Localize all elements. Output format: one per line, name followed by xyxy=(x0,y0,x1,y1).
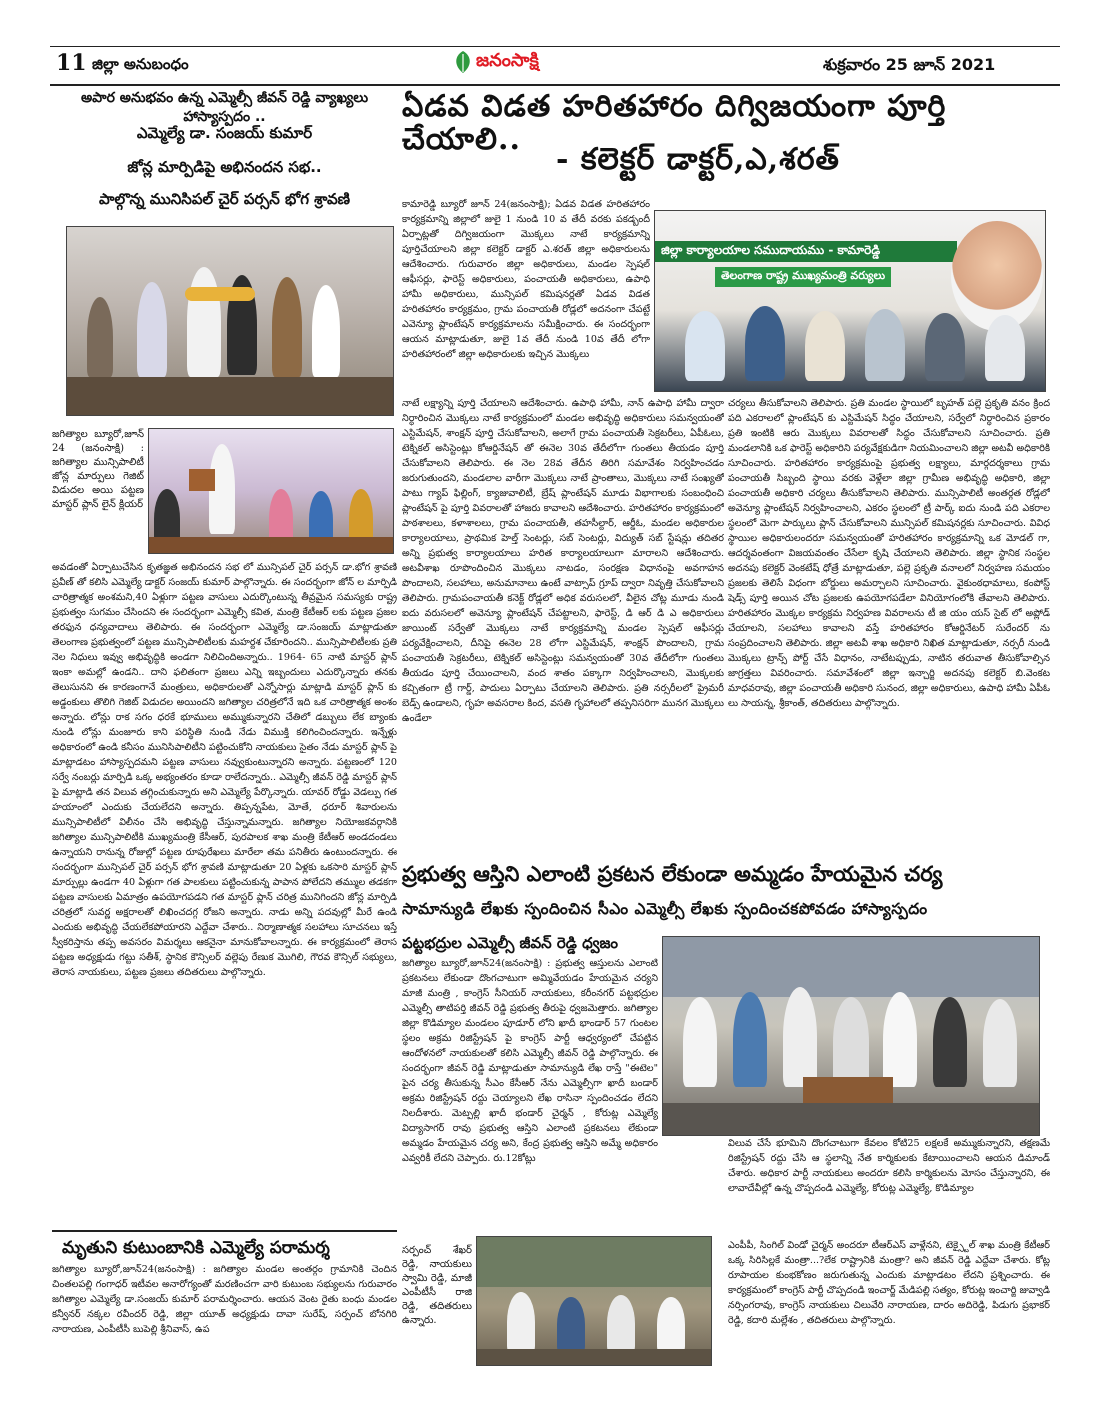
left-headline-2: ఎమ్మెల్యే డా. సంజయ్ కుమార్ xyxy=(136,124,313,142)
third-story-body: జగిత్యాల బ్యూరో,జూన్24(జనంసాక్షి) : జగిత్యాల మండల అంతర్గం గ్రామానికి చెందిన చింతలపల్లి గంగాధర్ ఇటీవల అనారోగ్యంతో మరణించగా వారి కుటుంబ సభ్యులను గురువారం జగిత్యాల ఎమ్మెల్యే డా.సంజయ్ కుమార్ పరామర్శించారు. ఆయన వెంట రైతు బంధు మండల కన్వీనర్ నక్కల రవీందర్ రెడ్డి, జిల్లా యూత్ అధ్యక్షుడు దావా సురేష్, సర్పంచ్ బోనగిరి నారాయణ, ఎంపీటీసీ బుపెల్లి శ్రీనివాస్, ఉప xyxy=(52,1264,397,1335)
main-story-body-mid: నాటే లక్ష్యాన్ని పూర్తి చేయాలని ఆదేశించారు. ఉపాధి హామీ, నాన్ ఉపాధి హామీ ద్వారా నిర్ధారించిన మొక్కలు నాటే కార్యక్రమంలో మండల అభివృద్ధి అధికారులు సమన్వయంతో ఎస్టిమేషన్, శాంక్షన్ పూర్తి చేసుకోవాలని, అలాగే గ్రామ పంచాయతీ సెక్రటరీలు, ఏపీఓలు, టెక్నికల్ అసిస్టెంట్లు కోఆర్డినేషన్ తో ఈనెల 30వ తేదీలోగా గుంతలు తీయడం పూర్తి చేసుకోవాలని తెలిపారు. ఈ నెల 28వ తేదీన తిరిగి సమావేశం నిర్వహించడం జరుగుతుందని, మండలాల వారీగా మొక్కలు నాటే ప్రాంతాలు, మొక్కలు నాటే సంఖ్యతో పాటు గ్యాప్ ఫిల్లింగ్, క్యాజువాలిటీ, బ్రేష్ ప్లాంటేషన్ మూడు విభాగాలకు సంబంధించి ప్లాంటేషన్ పై పూర్తి వివరాలతో హాజరు కావాలని ఆదేశించారు. హరితహారం కార్యక్రమంలో పాఠశాలలు, కళాశాలలు, గ్రామ పంచాయతీ, తహసీల్దార్, ఆర్డీఓ, మండల అధికారుల కార్యాలయాలు, ప్రాథమిక హెల్త్ సెంటర్లు, సబ్ సెంటర్లు, విద్యుత్ సబ్ స్టేషన్లు తదితర అన్ని ప్రభుత్వ కార్యాలయాలు హరిత కార్యాలయాలుగా మారాలని ఆదేశించారు. అటవీశాఖ రూపొందించిన మొక్కలు నాటడం, సంరక్షణ విధానంపై అవగాహన పొందాలని, సలహాలు, అనుమానాలు ఉంటే వాట్సాప్ గ్రూప్ ద్వారా నివృత్తి చేసుకోవాలని తెలిపారు. గ్రామపంచాయతీ కనెక్ట్ రోడ్లలో అధిక వరుసలలో, వీలైన చోట్ల మూడు నుండి ఐదు వరుసలలో అవెన్యూ ప్లాంటేషన్ చేపట్టాలని, ఫారెస్ట్, డి ఆర్ డి ఎ అధికారులు జాయింట్ సర్వేతో మొక్కలు నాటే కార్యక్రమాన్ని మండల స్పెషల్ ఆఫీసర్లు పర్యవేక్షించాలని, దీనిపై ఈనెల 28 లోగా ఎస్టిమేషన్, శాంక్షన్ పొందాలని, గ్రామ పంచాయతీ సెక్రటరీలు, టెక్నికల్ అసిస్టెంట్లు సమన్వయంతో 30వ తేదీలోగా గుంతలు తీయడం పూర్తి చేయించాలని, వంద శాతం పక్కాగా నిర్వహించాలని, మొక్కలకు కచ్చితంగా ట్రీ గార్డ్, పాదులు ఏర్పాటు చేయాలని తెలిపారు. ప్రతి నర్సరీలలో ప్రైమరీ బెడ్స్ ఉండాలని, గృహ అవసరాల కింద, వసతి గృహాలలో తప్పనిసరిగా మునగ మొక్కలు ఉండేలా xyxy=(402,398,724,724)
main-headline: ఏడవ విడత హరితహారం దిగ్విజయంగా పూర్తి చేయాలి.. xyxy=(402,89,947,157)
meeting-stage-photo xyxy=(148,428,394,554)
second-story-body: జగిత్యాల బ్యూరో,జూన్24(జనంసాక్షి) : ప్రభుత్వ ఆస్తులను ఎలాంటి ప్రకటనలు లేకుండా దొంగచాటుగా అమ్మివేయడం హేయమైన చర్యని మాజీ మంత్రి , కాంగ్రెస్ సీనియర్ నాయకులు, కరీంనగర్ పట్టభద్రుల ఎమ్మెల్సీ తాటిపర్తి జీవన్ రెడ్డి ప్రభుత్వ తీరుపై ధ్వజమెత్తారు. జగిత్యాల జిల్లా కొడిమ్యాల మండలం పూడూర్ లోని ఖాదీ భాండార్ 57 గుంటల స్థలం అక్రమ రిజిస్ట్రేషన్ పై కాంగ్రెస్ పార్టీ ఆధ్వర్యంలో చేపట్టిన ఆందోళనలో నాయకులతో కలిసి ఎమ్మెల్సీ జీవన్ రెడ్డి పాల్గొన్నారు. ఈ సందర్భంగా జీవన్ రెడ్డి మాట్లాడుతూ సామాన్యుడి లేఖ రాస్తే "ఈటెల" పైన చర్య తీసుకున్న సీఎం కేసీఆర్ నేను ఎమ్మెల్సీగా ఖాదీ బండార్ అక్రమ రిజిస్ట్రేషన్ రద్దు చెయ్యాలని లేఖ రాసినా స్పందించడం లేదని నిలదీశారు. మెట్పల్లి ఖాదీ భండార్ చైర్మన్ , కోరుట్ల ఎమ్మెల్యే విద్యాసాగర్ రావు ప్రభుత్వ ఆస్తిని ఎలాంటి ప్రకటనలు లేకుండా అమ్మడం హేయమైన చర్య అని, కేంద్ర ప్రభుత్వ ఆస్తిని అమ్మే అధికారం ఎవ్వరికీ లేదని చెప్పారు. రు.12కోట్లు xyxy=(402,958,658,1164)
issue-date: శుక్రవారం 25 జూన్ 2021 xyxy=(823,55,996,74)
second-kicker: పట్టభద్రుల ఎమ్మెల్సీ జీవన్ రెడ్డి ధ్వజం xyxy=(402,934,619,952)
left-story-body: అవడంతో ఏర్పాటుచేసిన కృతజ్ఞత అభినందన సభ లో మున్సిపల్ చైర్ పర్సన్ డా.భోగ శ్రావణి ప్రవీణ్ తో కలిసి ఎమ్మెల్యే డాక్టర్ సంజయ్ కుమార్ పాల్గొన్నారు. ఈ సందర్భంగా జోన్ ల మార్పిడి చారిత్రాత్మక అంశమని,40 ఏళ్లుగా పట్టణ వాసులు ఎదుర్కొంటున్న తీవ్రమైన సమస్యకు రాష్ట్ర ప్రభుత్వం సుగమం చేసిందని ఈ సందర్భంగా ఎమ్మెల్సీ కవిత, మంత్రి కేటీఆర్ లకు పట్టణ ప్రజల తరఫున ధన్యవాదాలు తెలిపారు. ఈ సందర్భంగా ఎమ్మెల్యే డా.సంజయ్ మాట్లాడుతూ తెలంగాణ ప్రభుత్వంలో పట్టణ మున్సిపాలిటీలకు మహర్దశ చేకూరిందని.. మున్సిపాలిటీలకు ప్రతి నెల నిధులు ఇవ్వు అభివృద్ధికి అండగా నిలిచిందిఅన్నారు.. 1964- 65 నాటి మాస్టర్ ప్లాన్ ఇంకా అమల్లో ఉండని.. దాని ఫలితంగా ప్రజలు ఎన్ని ఇబ్బందులు ఎదుర్కొన్నారు తనకు తెలుసునని ఈ కారణంగానే మంత్రులు, అధికారులతో ఎన్నోసార్లు మాట్లాడి మాస్టర్ ప్లాన్ కు అడ్డంకులు తొలిగి గెజిట్ విడుదల అయిందని జగిత్యాల చరిత్రలోనే ఇది ఒక చారిత్రాత్మక అంశం అన్నారు. లోన్లు రాక సగం ధరకే భూములు అమ్ముకున్నారని చేతిలో డబ్బులు లేక బ్యాంకు నుండి లోన్లు మంజూరు కాని పరిస్థితి నుండి నేడు విముక్తి కలిగించిందన్నారు. ఇన్నేళ్లు అధికారంలో ఉండి కనీసం మునిసిపాలిటీని పట్టించుకోని నాయకులు సైతం నేడు మాస్టర్ ప్లాన్ పై మాట్లాడటం హాస్యాస్పదమని పట్టణ వాసులు నవ్వుకుంటున్నారని అన్నారు. పట్టణంలో 120 సర్వే నంబర్లు మార్పిడి ఒక్క అభ్యంతరం కూడా రాలేదన్నారు.. ఎమ్మెల్సీ జీవన్ రెడ్డి మాస్టర్ ప్లాన్ పై మాట్లాడి తన విలువ తగ్గించుకున్నారు అని ఎమ్మెల్యే పేర్కొన్నారు. యావర్ రోడ్డు వెడల్పు గత హయాంలో ఎందుకు చేయలేదని అన్నారు. తిప్పన్నపేట, మోతే, ధరూర్ శివారులను మున్సిపాలిటీలో విలీనం చేసి అభివృద్ధి చేస్తున్నామన్నారు. జగిత్యాల నియోజకవర్గానికి జగిత్యాల మున్సిపాలిటీకి ముఖ్యమంత్రి కేసీఆర్, పురపాలక శాఖ మంత్రి కేటీఆర్ అండదండలు ఉన్నాయని రానున్న రోజుల్లో పట్టణ రూపురేఖలు మారేలా తమ పనితీరు ఉంటుందన్నారు. ఈ సందర్భంగా మున్సిపల్ చైర్ పర్సన్ భోగ శ్రావణి మాట్లాడుతూ 20 ఏళ్లకు ఒకసారి మాస్టర్ ప్లాన్ మార్పుల్లు ఉండగా 40 ఏళ్లుగా గత పాలకులు పట్టించుకున్న పాపాన పోలేదని తమ్ముల తడకగా పట్టణ వాసులకు ఏమాత్రం ఉపయోగపడని గత మాస్టర్ ప్లాన్ చరిత్ర మునిగిందని జోన్ల మార్పిడి చరిత్రలో సువర్ణ అక్షరాలతో లిఖించదగ్గ రోజని అన్నారు. నాడు అన్ని పదవుల్లో మీరే ఉండి ఎందుకు అభివృద్ధి చేయలేకపోయారని ఎద్దేవా చేశారు.. నిర్మాణాత్మక సలహాలు సూచనలు ఇస్తే స్వీకరిస్తాను తప్ప అవసరం విమర్శలు ఆకనైనా మానుకోవాలన్నారు. ఈ కార్యక్రమంలో తెరాస పట్టణ అధ్యక్షుడు గట్టు సతీశ్, స్థానిక కౌన్సిలర్ వల్లెపు రేణుక మొగిలి, గౌరవ కౌన్సిల్ సభ్యులు, తెరాస నాయకులు, పట్టణ ప్రజలు తదితరులు పాల్గొన్నారు. xyxy=(52,562,397,978)
main-story-body-top: కామారెడ్డి బ్యూరో జూన్ 24(జనంసాక్షి); ఏడవ విడత హరితహారం కార్యక్రమాన్ని జిల్లాలో జులై 1 నుండి 10 వ తేదీ వరకు పకడ్బందీ ఏర్పాట్లతో దిగ్విజయంగా మొక్కలు నాటే కార్యక్రమాన్ని పూర్తిచేయాలని జిల్లా కలెక్టర్ డాక్టర్ ఎ.శరత్ జిల్లా అధికారులను ఆదేశించారు. గురువారం జిల్లా అధికారులు, మండల స్పెషల్ ఆఫీసర్లు, ఫారెస్ట్ అధికారులు, పంచాయతీ అధికారులు, ఉపాధి హామీ అధికారులు, మున్సిపల్ కమిషనర్లతో ఏడవ విడత హరితహారం కార్యక్రమం, గ్రామ పంచాయతీ రోడ్లలో అదనంగా చేపట్టే ఎవెన్యూ ప్లాంటేషన్ కార్యక్రమాలను సమీక్షించారు. ఈ సందర్భంగా ఆయన మాట్లాడుతూ, జులై 1వ తేదీ నుండి 10వ తేదీ లోగా హరితహారంలో జిల్లా అధికారులకు ఇచ్చిన మొక్కలు xyxy=(402,199,650,360)
felicitation-photo xyxy=(66,226,394,416)
second-story-body-end: ఎంపీపీ, సింగిల్ విండో చైర్మన్ అందరూ టీఆర్ఎస్ వాళ్లేనని, టెక్స్టైల్ శాఖ మంత్రి కేటీఆర్ ఒక్క సిరిసిల్లకే మంత్రా...?లేక రాష్ట్రానికి మంత్రా? అని జీవన్ రెడ్డి ఎద్దేవా చేశారు. కోట్ల రూపాయల కుంభకోణం జరుగుతున్న ఎందుకు మాట్లాడటం లేదని ప్రశ్నించారు. ఈ కార్యక్రమంలో కాంగ్రెస్ పార్టీ చొప్పదండి ఇంచార్జ్ మేడిపల్లి సత్యం, కోరుట్ల ఇంచార్జి జువ్వాడి నర్సింగరావు, కాంగ్రెస్ నాయకులు చిలువేరి నారాయణ, దారం అదిరెడ్డి, పిడుగు ప్రభాకర్ రెడ్డి, కదారి మల్లేశం , తదితరులు పాల్గొన్నారు. xyxy=(728,1240,1050,1326)
second-subheadline: సామాన్యుడి లేఖకు స్పందించిన సీఎం ఎమ్మెల్సీ లేఖకు స్పందించకపోవడం హాస్యాస్పదం xyxy=(402,900,928,918)
leaf-icon xyxy=(452,50,474,74)
left-headline-1: అపార అనుభవం ఉన్న ఎమ్మెల్సీ జీవన్ రెడ్డి వ్యాఖ్యలు హాస్యాస్పదం .. xyxy=(80,90,369,125)
page-number: 11 xyxy=(56,50,87,76)
photo-banner-text: జిల్లా కార్యాలయాల సముదాయము - కామారెడ్డి xyxy=(655,241,957,262)
left-headline-3: జోన్ల మార్పిడిపై అభినందన సభ.. xyxy=(127,158,322,176)
third-story-side: సర్పంచ్ శేఖర్ రెడ్డి, నాయకులు స్వామి రెడ్డి, మాజీ ఎంపీటీసీ రాజి రెడ్డి, తదితరులు ఉన్నారు. xyxy=(402,1245,472,1326)
logo-text: జనంసాక్షి xyxy=(476,50,539,71)
section-title: జిల్లా అనుబంధం xyxy=(92,55,189,73)
protest-photo xyxy=(662,936,1040,1136)
third-headline: మృతుని కుటుంబానికి ఎమ్మెల్యే పరామర్శ xyxy=(62,1238,330,1258)
photo-banner-subtext: తెలంగాణ రాష్ట్ర ముఖ్యమంత్రి వర్యులు xyxy=(715,267,891,287)
main-headline-attribution: - కలెక్టర్ డాక్టర్,ఎ,శరత్ xyxy=(556,142,840,177)
main-story-body-right: చర్యలు తీసుకోవాలని తెలిపారు. ప్రతి మండల స్థాయిలో బృహత్ పల్లె ప్రకృతి వనం క్రింద పది ఎకరాలలో ప్లాంటేషన్ కు ఎస్టిమేషన్ సిద్ధం చేయాలని, సర్వేలో నిర్ధారించిన ప్రకారం ప్రతి ఇంటికి ఆరు మొక్కలు వివరాలతో సిద్ధం చేసుకోవాలని సూచించారు. ప్రతి మండలానికి ఒక ఫారెస్ట్ అధికారిని పర్యవేక్షకుడిగా నియమించాలని జిల్లా అటవీ అధికారికి సూచించారు. హరితహారం కార్యక్రమంపై ప్రభుత్వ లక్ష్యాలు, మార్గదర్శకాలు గ్రామ పంచాయతీ సిబ్బంది స్థాయి వరకు వెళ్లేలా జిల్లా గ్రామీణ అభివృద్ధి అధికారి, జిల్లా పంచాయతీ అధికారి చర్యలు తీసుకోవాలని తెలిపారు. మున్సిపాలిటీ అంతర్గత రోడ్లలో అవెన్యూ ప్లాంటేషన్ నిర్వహించాలని, ఎకరం స్థలంలో ట్రీ పార్క్ ఐదు నుండి పది ఎకరాల స్థలంలో మెగా పార్కులు ప్లాన్ చేసుకోవాలని మున్సిపల్ కమిషనర్లకు సూచించారు. వివిధ స్థాయిల అధికారులందరూ సమన్వయంతో హరితహారం కార్యక్రమాన్ని ఒక మోడల్ గా, ఆదర్శవంతంగా విజయవంతం చేసేలా కృషి చేయాలని తెలిపారు. జిల్లా స్థానిక సంస్థల అదనపు కలెక్టర్ వెంకటేష్ ధోత్రే మాట్లాడుతూ, పల్లె ప్రకృతి వనాలలో నిర్వహణ సమయం ప్రజలకు తెలిసే విధంగా బోర్డులు అమర్చాలని సూచించారు. వైకుంఠధామాలు, కంపోస్ట్ షెడ్స్ పూర్తి అయిన చోట ప్రజలకు ఉపయోగపడేలా వినియోగంలోకి తేవాలని తెలిపారు. హరితహారం మొక్కల కార్యక్రమ నిర్వహణ వివరాలను టీ జి యం యస్ సైట్ లో అప్లోడ్ చేయాలని, సలహాలు కావాలని వస్తే హరితహారం కోఆర్డినేటర్ సురేందర్ ను సంప్రదించాలని తెలిపారు. జిల్లా అటవీ శాఖ అధికారి నిఖిత మాట్లాడుతూ, నర్సరీ నుండి మొక్కలు ట్రాన్స్ పోర్ట్ చేసే విధానం, నాటేటప్పుడు, నాటిన తరువాత తీసుకోవాల్సిన జాగ్రత్తలు వివరించారు. సమావేశంలో జిల్లా ఇన్చార్జి అదనపు కలెక్టర్ బి.వెంకట మాధవరావు, జిల్లా పంచాయతీ అధికారి సునంద, జిల్లా అధికారులు, ఉపాధి హామీ ఏపీఓ లు సాయన్న, శ్రీకాంత్, తదితరులు పాల్గొన్నారు. xyxy=(728,398,1050,709)
second-headline: ప్రభుత్వ ఆస్తిని ఎలాంటి ప్రకటన లేకుండా అమ్మడం హేయమైన చర్య xyxy=(402,862,943,886)
collectorate-meeting-photo xyxy=(654,210,1046,392)
portrait-image xyxy=(951,221,1043,331)
divider xyxy=(52,1230,397,1232)
left-headline-4: పాల్గొన్న మునిసిపల్ చైర్ పర్సన్ భోగ శ్రావణి xyxy=(98,190,351,208)
condolence-visit-photo xyxy=(476,1236,712,1366)
left-byline-small: జగిత్యాల బ్యూరో,జూన్ 24 (జనంసాక్షి) : జగిత్యాల మున్సిపాలిటీ జోన్ల మార్పులు గెజిట్ విడుదల అయి పట్టణ మాస్టర్ ప్లాన్ లైన్ క్లియర్ xyxy=(52,429,144,510)
newspaper-logo xyxy=(452,48,642,78)
second-story-body-continued: విలువ చేసే భూమిని దొంగచాటుగా కేవలం కోటి25 లక్షలకే అమ్ముకున్నారని, తక్షణమే రిజిస్ట్రేషన్ రద్దు చేసి ఆ స్థలాన్ని నేత కార్మికులకు కేటాయించాలని ఆయన డిమాండ్ చేశారు. అధికార పార్టీ నాయకులు అందరూ కలిసి కార్మికులను మోసం చేస్తున్నారని, ఈ లావాదేవీల్లో ఉన్న చొప్పదండి ఎమ్మెల్యే, కోరుట్ల ఎమ్మెల్యే, కొడిమ్యాల xyxy=(728,1138,1050,1194)
